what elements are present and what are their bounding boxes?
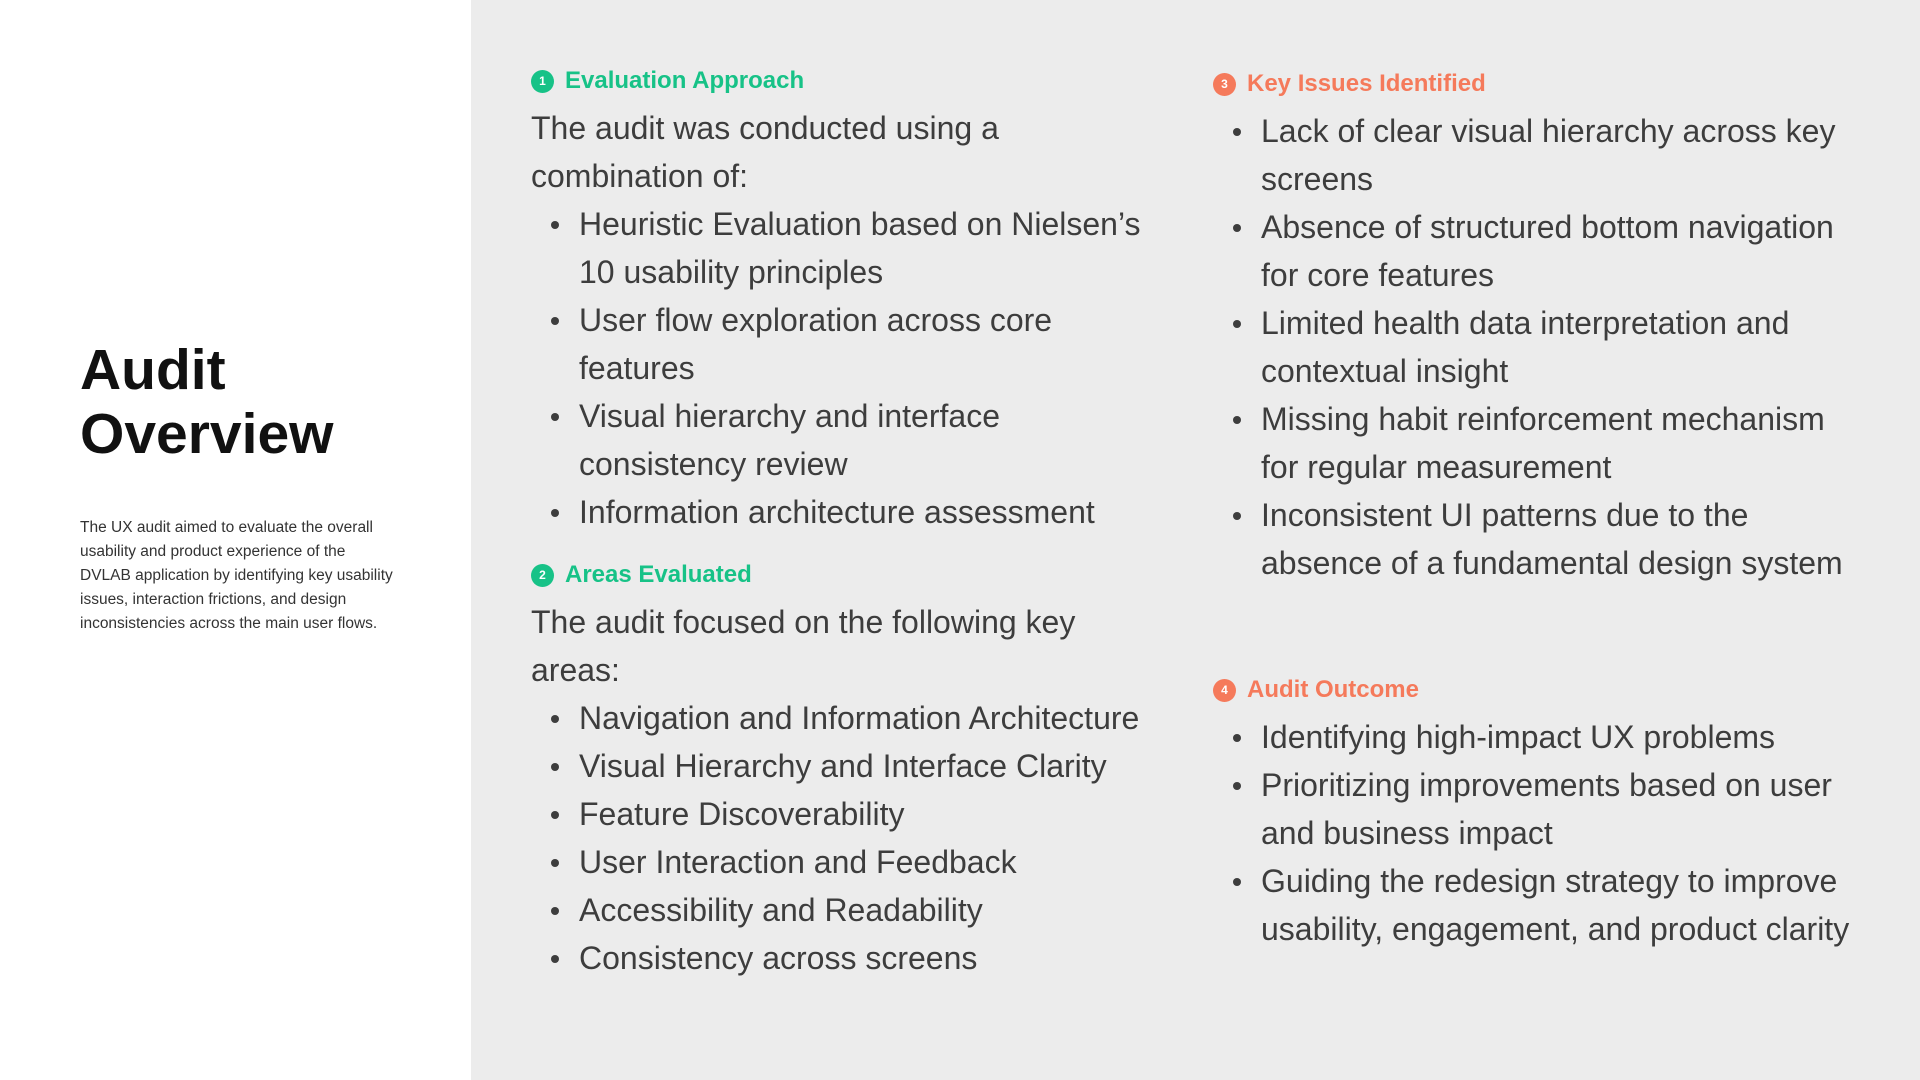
list-item: User flow exploration across core features	[531, 296, 1171, 392]
page-title-line-1: Audit	[80, 338, 226, 402]
section-evaluation-approach	[531, 66, 1171, 536]
number-badge-icon: 3	[1213, 73, 1236, 96]
section-heading-label: Areas Evaluated	[565, 561, 752, 588]
list-item: User Interaction and Feedback	[531, 838, 1171, 886]
number-badge-icon: 1	[531, 70, 554, 93]
section-heading	[1213, 675, 1853, 705]
list-item: Navigation and Information Architecture	[531, 694, 1171, 742]
list-item: Limited health data interpretation and contextual insight	[1213, 299, 1853, 395]
intro-paragraph: The UX audit aimed to evaluate the overall usability and product experience of the DVLAB application by identifying key usability issues, interaction frictions, and design inconsistencies across the main user flows.	[80, 519, 393, 632]
bullet-list	[1213, 107, 1853, 587]
list-item: Missing habit reinforcement mechanism for regular measurement	[1213, 395, 1853, 491]
section-description: The audit focused on the following key areas:	[531, 604, 1076, 688]
list-item: Lack of clear visual hierarchy across key screens	[1213, 107, 1853, 203]
list-item: Heuristic Evaluation based on Nielsen’s 10 usability principles	[531, 200, 1171, 296]
list-item: Visual Hierarchy and Interface Clarity	[531, 742, 1171, 790]
list-item: Visual hierarchy and interface consistency review	[531, 392, 1171, 488]
section-heading-label: Audit Outcome	[1247, 676, 1419, 703]
section-key-issues	[1213, 69, 1853, 587]
bullet-list	[531, 200, 1171, 536]
list-item: Accessibility and Readability	[531, 886, 1171, 934]
section-audit-outcome	[1213, 675, 1853, 953]
section-description: The audit was conducted using a combination of:	[531, 110, 999, 194]
section-heading	[531, 66, 1171, 96]
section-heading-label: Key Issues Identified	[1247, 70, 1486, 97]
list-item: Guiding the redesign strategy to improve usability, engagement, and product clarity	[1213, 857, 1853, 953]
page-title-line-2: Overview	[80, 402, 334, 466]
list-item: Identifying high-impact UX problems	[1213, 713, 1853, 761]
list-item: Information architecture assessment	[531, 488, 1171, 536]
page-title	[80, 338, 440, 466]
number-badge-icon: 2	[531, 564, 554, 587]
section-heading-label: Evaluation Approach	[565, 67, 805, 94]
list-item: Feature Discoverability	[531, 790, 1171, 838]
list-item: Prioritizing improvements based on user and business impact	[1213, 761, 1853, 857]
content-panel	[471, 0, 1920, 1080]
bullet-list	[1213, 713, 1853, 953]
list-item: Consistency across screens	[531, 934, 1171, 982]
bullet-list	[531, 694, 1171, 982]
section-heading	[1213, 69, 1853, 99]
left-panel	[0, 0, 471, 1080]
section-heading	[531, 560, 1171, 590]
section-areas-evaluated	[531, 560, 1171, 982]
list-item: Absence of structured bottom navigation for core features	[1213, 203, 1853, 299]
list-item: Inconsistent UI patterns due to the absence of a fundamental design system	[1213, 491, 1853, 587]
number-badge-icon: 4	[1213, 679, 1236, 702]
